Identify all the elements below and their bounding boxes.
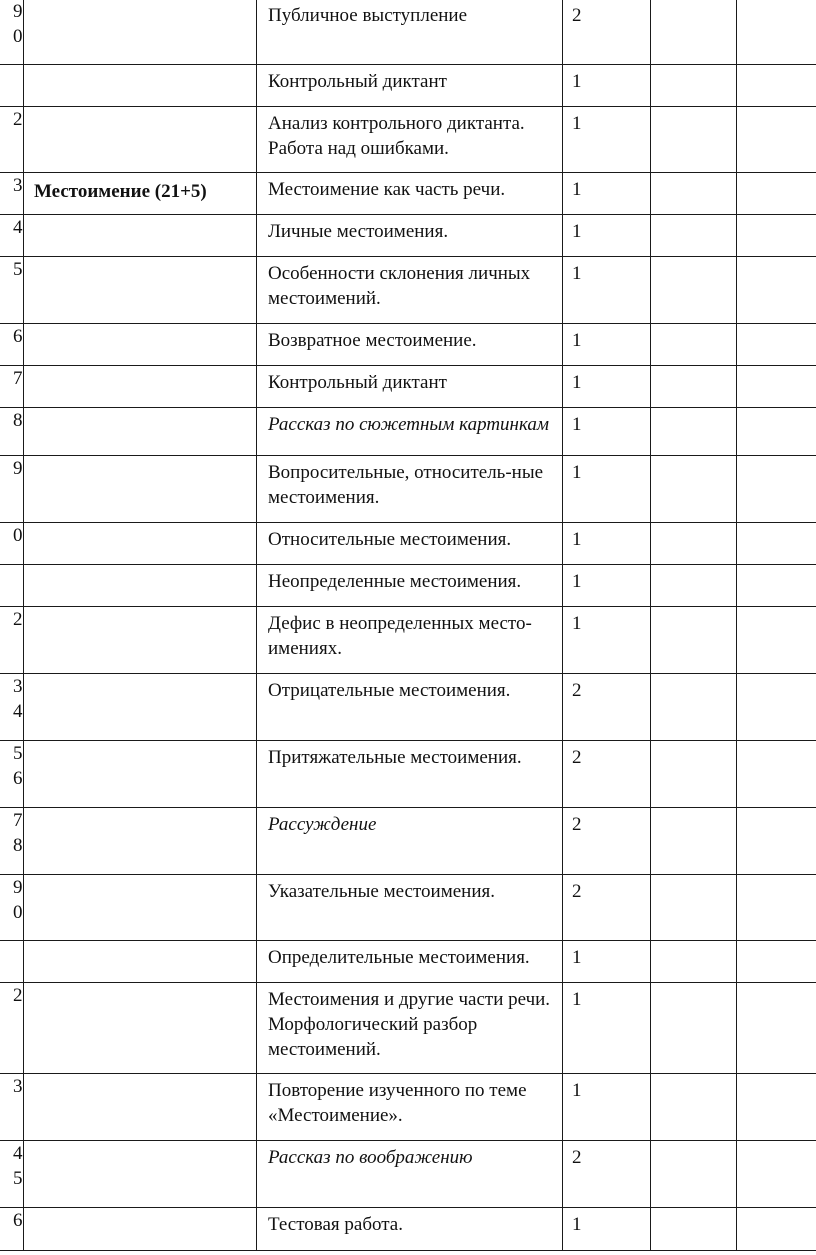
- lesson-topic: Рассказ по сюжетным картинкам: [268, 414, 550, 435]
- section-title: [24, 741, 256, 747]
- empty-cell: [651, 0, 737, 65]
- empty-cell: [651, 456, 737, 523]
- empty-cell: [651, 257, 737, 324]
- lesson-hours: 1: [572, 947, 582, 968]
- lesson-topic: Указательные местоимения.: [268, 881, 495, 902]
- lesson-number: 3 4: [13, 676, 23, 722]
- section-cell: [24, 107, 257, 173]
- hours-cell: [563, 875, 651, 941]
- hours-cell: [563, 607, 651, 674]
- empty-cell: [737, 523, 816, 565]
- lesson-number: 9 0: [13, 877, 23, 923]
- hours-cell: [563, 674, 651, 741]
- empty-cell: [737, 808, 816, 875]
- section-title: [24, 366, 256, 372]
- topic-cell: [257, 808, 563, 875]
- topic-cell: [257, 366, 563, 408]
- table-row: [0, 215, 816, 257]
- hours-cell: [563, 808, 651, 875]
- empty-cell: [737, 324, 816, 366]
- topic-cell: [257, 408, 563, 456]
- lesson-number-cell: [0, 0, 24, 65]
- empty-cell: [737, 173, 816, 215]
- hours-cell: [563, 1141, 651, 1208]
- topic-cell: [257, 741, 563, 808]
- topic-cell: [257, 456, 563, 523]
- lesson-hours: 1: [572, 414, 582, 435]
- table-row: [0, 565, 816, 607]
- lesson-hours: 2: [572, 680, 582, 701]
- table-row: [0, 0, 816, 65]
- lesson-hours: 1: [572, 571, 582, 592]
- lesson-number-cell: [0, 674, 24, 741]
- lesson-number-cell: [0, 1074, 24, 1141]
- lesson-topic: Вопросительные, относитель-ные местоимения.: [268, 462, 544, 508]
- section-cell: [24, 456, 257, 523]
- section-title: Местоимение (21+5): [34, 181, 207, 202]
- lesson-hours: 2: [572, 814, 582, 835]
- empty-cell: [737, 983, 816, 1074]
- empty-cell: [737, 875, 816, 941]
- lesson-topic: Притяжательные местоимения.: [268, 747, 522, 768]
- table-row: [0, 741, 816, 808]
- lesson-hours: 1: [572, 113, 582, 134]
- lesson-number: 8: [13, 410, 23, 431]
- lesson-number-cell: [0, 1141, 24, 1208]
- empty-cell: [651, 565, 737, 607]
- empty-cell: [651, 674, 737, 741]
- lesson-number: 9: [13, 458, 23, 479]
- lesson-topic: Определительные местоимения.: [268, 947, 530, 968]
- table-row: [0, 523, 816, 565]
- empty-cell: [737, 1208, 816, 1251]
- lesson-number: 5 6: [13, 743, 23, 789]
- lesson-hours: 1: [572, 529, 582, 550]
- lesson-number: 4: [13, 217, 23, 238]
- lesson-hours: 1: [572, 989, 582, 1010]
- section-cell: [24, 408, 257, 456]
- lesson-topic: Относительные местоимения.: [268, 529, 512, 550]
- section-cell: [24, 65, 257, 107]
- empty-cell: [651, 324, 737, 366]
- hours-cell: [563, 0, 651, 65]
- lesson-number: 3: [13, 1076, 23, 1097]
- hours-cell: [563, 215, 651, 257]
- section-title: [24, 257, 256, 263]
- lesson-topic: Публичное выступление: [268, 5, 468, 26]
- hours-cell: [563, 456, 651, 523]
- section-title: [24, 1074, 256, 1080]
- lesson-topic: Местоимения и другие части речи. Морфологический разбор местоимений.: [268, 989, 551, 1060]
- section-title: [24, 408, 256, 414]
- hours-cell: [563, 257, 651, 324]
- lesson-hours: 1: [572, 462, 582, 483]
- hours-cell: [563, 366, 651, 408]
- hours-cell: [563, 65, 651, 107]
- section-title: [24, 65, 256, 71]
- topic-cell: [257, 215, 563, 257]
- lesson-topic: Личные местоимения.: [268, 221, 449, 242]
- topic-cell: [257, 674, 563, 741]
- lesson-hours: 2: [572, 881, 582, 902]
- empty-cell: [651, 215, 737, 257]
- lesson-number: 6: [13, 326, 23, 347]
- topic-cell: [257, 0, 563, 65]
- table-row: [0, 1074, 816, 1141]
- table-row: [0, 257, 816, 324]
- section-cell: [24, 257, 257, 324]
- table-row: [0, 173, 816, 215]
- empty-cell: [651, 983, 737, 1074]
- table-row: [0, 1208, 816, 1251]
- section-cell: [24, 523, 257, 565]
- hours-cell: [563, 941, 651, 983]
- hours-cell: [563, 983, 651, 1074]
- topic-cell: [257, 607, 563, 674]
- topic-cell: [257, 565, 563, 607]
- lesson-number-cell: [0, 875, 24, 941]
- lesson-number: 2: [13, 609, 23, 630]
- empty-cell: [651, 1074, 737, 1141]
- empty-cell: [737, 674, 816, 741]
- empty-cell: [651, 941, 737, 983]
- lesson-number-cell: [0, 456, 24, 523]
- lesson-number: 3: [13, 175, 23, 196]
- empty-cell: [651, 1141, 737, 1208]
- section-title: [24, 674, 256, 680]
- section-cell: [24, 173, 257, 215]
- empty-cell: [737, 1074, 816, 1141]
- lesson-hours: 2: [572, 1147, 582, 1168]
- lesson-topic: Рассказ по воображению: [268, 1147, 473, 1168]
- lesson-topic: Повторение изученного по теме «Местоимение».: [268, 1080, 527, 1126]
- lesson-topic: Контрольный диктант: [268, 71, 447, 92]
- hours-cell: [563, 173, 651, 215]
- hours-cell: [563, 408, 651, 456]
- lesson-number-cell: [0, 983, 24, 1074]
- topic-cell: [257, 941, 563, 983]
- table-row: [0, 366, 816, 408]
- lesson-topic: Отрицательные местоимения.: [268, 680, 511, 701]
- empty-cell: [737, 607, 816, 674]
- lesson-number: 2: [13, 985, 23, 1006]
- hours-cell: [563, 1208, 651, 1251]
- lesson-number-cell: [0, 65, 24, 107]
- topic-cell: [257, 1141, 563, 1208]
- section-cell: [24, 366, 257, 408]
- section-cell: [24, 607, 257, 674]
- section-title: [24, 523, 256, 529]
- section-title: [24, 324, 256, 330]
- table-row: [0, 65, 816, 107]
- empty-cell: [651, 107, 737, 173]
- lesson-number-cell: [0, 808, 24, 875]
- section-title: [24, 808, 256, 814]
- lesson-number-cell: [0, 941, 24, 983]
- empty-cell: [737, 565, 816, 607]
- table-row: [0, 808, 816, 875]
- lesson-topic: Контрольный диктант: [268, 372, 447, 393]
- section-title: [24, 983, 256, 989]
- topic-cell: [257, 523, 563, 565]
- lesson-number: 7 8: [13, 810, 23, 856]
- section-cell: [24, 983, 257, 1074]
- lesson-hours: 1: [572, 330, 582, 351]
- topic-cell: [257, 324, 563, 366]
- section-cell: [24, 0, 257, 65]
- hours-cell: [563, 1074, 651, 1141]
- section-title: [24, 607, 256, 613]
- table-row: [0, 983, 816, 1074]
- lesson-number-cell: [0, 523, 24, 565]
- lesson-number: 2: [13, 109, 23, 130]
- lesson-hours: 2: [572, 747, 582, 768]
- section-cell: [24, 941, 257, 983]
- topic-cell: [257, 257, 563, 324]
- table-row: [0, 408, 816, 456]
- lesson-number-cell: [0, 741, 24, 808]
- empty-cell: [737, 408, 816, 456]
- table-row: [0, 324, 816, 366]
- lesson-topic: Неопределенные местоимения.: [268, 571, 522, 592]
- lesson-topic: Особенности склонения личных местоимений.: [268, 263, 531, 309]
- empty-cell: [651, 808, 737, 875]
- hours-cell: [563, 523, 651, 565]
- lesson-hours: 1: [572, 221, 582, 242]
- section-cell: [24, 674, 257, 741]
- lesson-topic: Местоимение как часть речи.: [268, 179, 506, 200]
- table-row: [0, 107, 816, 173]
- hours-cell: [563, 324, 651, 366]
- section-cell: [24, 741, 257, 808]
- table-row: [0, 1141, 816, 1208]
- lesson-number: 4 5: [13, 1143, 23, 1189]
- section-cell: [24, 1141, 257, 1208]
- lesson-number: 6: [13, 1210, 23, 1231]
- lesson-number: 7: [13, 368, 23, 389]
- table-row: [0, 674, 816, 741]
- topic-cell: [257, 173, 563, 215]
- empty-cell: [651, 173, 737, 215]
- empty-cell: [737, 1141, 816, 1208]
- topic-cell: [257, 107, 563, 173]
- empty-cell: [651, 65, 737, 107]
- section-title: [24, 1141, 256, 1147]
- lesson-hours: 1: [572, 1080, 582, 1101]
- topic-cell: [257, 983, 563, 1074]
- hours-cell: [563, 741, 651, 808]
- lesson-number-cell: [0, 607, 24, 674]
- lesson-hours: 1: [572, 613, 582, 634]
- empty-cell: [737, 0, 816, 65]
- hours-cell: [563, 565, 651, 607]
- section-cell: [24, 1074, 257, 1141]
- empty-cell: [737, 215, 816, 257]
- lesson-hours: 1: [572, 372, 582, 393]
- section-cell: [24, 565, 257, 607]
- section-title: [24, 1208, 256, 1214]
- section-cell: [24, 875, 257, 941]
- empty-cell: [737, 741, 816, 808]
- section-title: [24, 875, 256, 881]
- lesson-number-cell: [0, 408, 24, 456]
- empty-cell: [651, 607, 737, 674]
- lesson-number-cell: [0, 565, 24, 607]
- lesson-number: 0: [13, 525, 23, 546]
- section-title: [24, 941, 256, 947]
- lesson-hours: 1: [572, 71, 582, 92]
- section-title: [24, 0, 256, 5]
- empty-cell: [651, 408, 737, 456]
- table-row: [0, 941, 816, 983]
- empty-cell: [651, 366, 737, 408]
- lesson-hours: 1: [572, 263, 582, 284]
- lesson-number-cell: [0, 107, 24, 173]
- hours-cell: [563, 107, 651, 173]
- topic-cell: [257, 1208, 563, 1251]
- lesson-topic: Возвратное местоимение.: [268, 330, 477, 351]
- empty-cell: [651, 1208, 737, 1251]
- topic-cell: [257, 875, 563, 941]
- topic-cell: [257, 65, 563, 107]
- empty-cell: [737, 456, 816, 523]
- empty-cell: [737, 257, 816, 324]
- lesson-number-cell: [0, 173, 24, 215]
- lesson-number: 5: [13, 259, 23, 280]
- lesson-topic: Рассуждение: [268, 814, 377, 835]
- empty-cell: [737, 65, 816, 107]
- lesson-number-cell: [0, 257, 24, 324]
- table-row: [0, 607, 816, 674]
- lesson-topic: Дефис в неопределенных место-имениях.: [268, 613, 532, 659]
- section-cell: [24, 215, 257, 257]
- lesson-number-cell: [0, 324, 24, 366]
- section-title: [24, 215, 256, 221]
- lesson-number-cell: [0, 1208, 24, 1251]
- empty-cell: [651, 741, 737, 808]
- lesson-topic: Анализ контрольного диктанта. Работа над ошибками.: [268, 113, 525, 159]
- lesson-number: 9 0: [13, 1, 23, 47]
- empty-cell: [651, 875, 737, 941]
- table-row: [0, 456, 816, 523]
- section-title: [24, 107, 256, 113]
- section-cell: [24, 324, 257, 366]
- table-row: [0, 875, 816, 941]
- lesson-topic: Тестовая работа.: [268, 1214, 403, 1235]
- section-title: [24, 456, 256, 462]
- empty-cell: [737, 366, 816, 408]
- empty-cell: [737, 107, 816, 173]
- section-cell: [24, 1208, 257, 1251]
- empty-cell: [737, 941, 816, 983]
- section-title: [24, 565, 256, 571]
- lesson-hours: 1: [572, 1214, 582, 1235]
- lesson-hours: 1: [572, 179, 582, 200]
- lesson-number-cell: [0, 366, 24, 408]
- section-cell: [24, 808, 257, 875]
- lesson-hours: 2: [572, 5, 582, 26]
- lesson-number-cell: [0, 215, 24, 257]
- topic-cell: [257, 1074, 563, 1141]
- empty-cell: [651, 523, 737, 565]
